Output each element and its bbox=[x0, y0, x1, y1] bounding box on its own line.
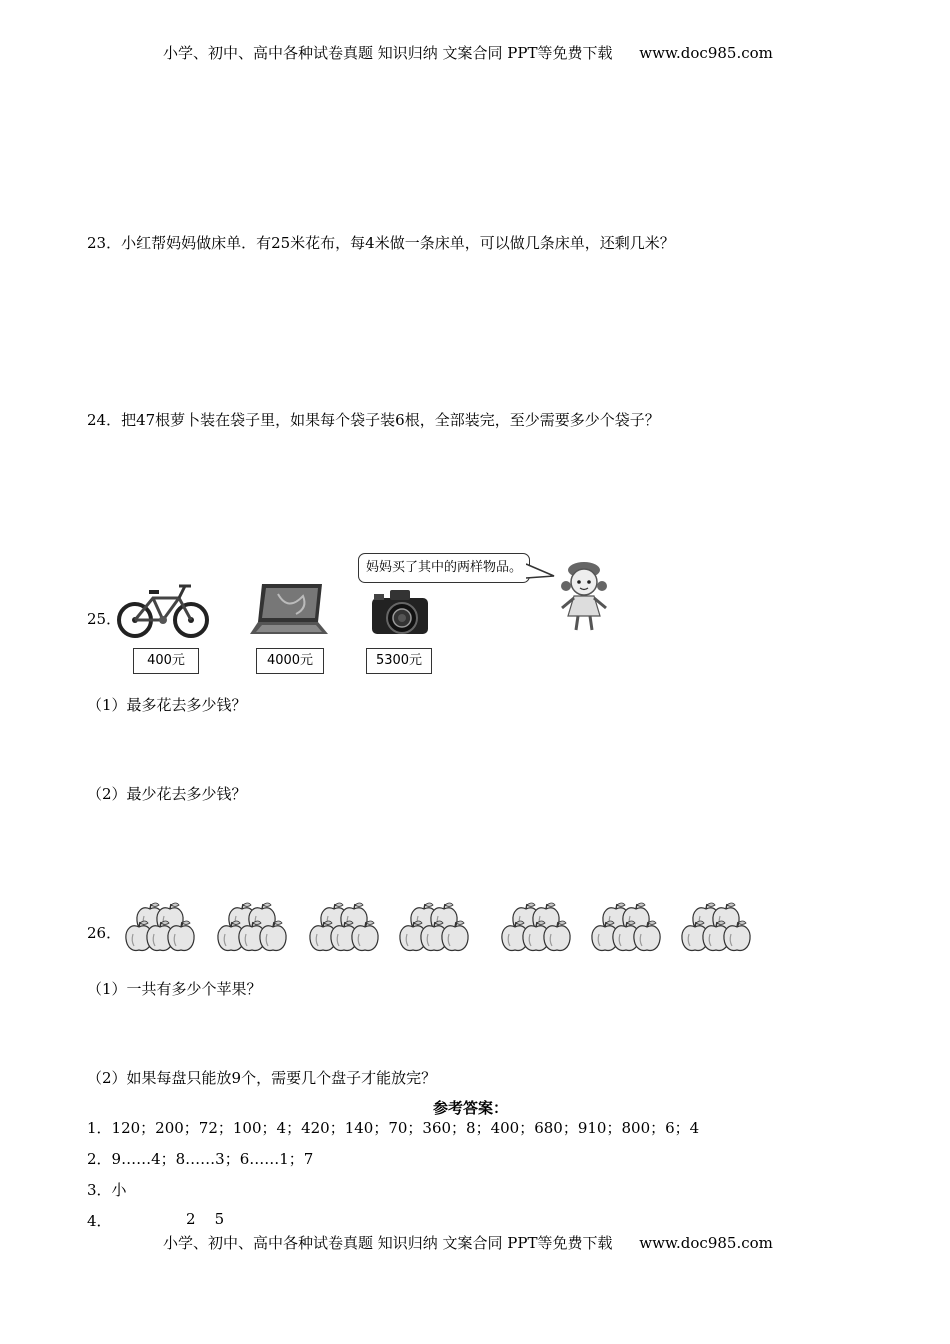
page-footer bbox=[163, 1232, 773, 1253]
answer-4-values: 2 5 bbox=[186, 1210, 225, 1228]
apple-groups bbox=[124, 900, 774, 960]
apple-pile-3 bbox=[310, 903, 378, 951]
price-camera: 5300元 bbox=[366, 648, 432, 674]
bubble-tail-icon bbox=[526, 562, 556, 586]
footer-text: 小学、初中、高中各种试卷真题 知识归纳 文案合同 PPT等免费下载 bbox=[163, 1234, 613, 1252]
girl-image bbox=[556, 560, 612, 634]
answer-3: 3．小 bbox=[87, 1181, 127, 1199]
bicycle-image bbox=[115, 578, 213, 640]
answer-2: 2．9……4；8……3；6……1；7 bbox=[87, 1150, 314, 1168]
apple-pile-2 bbox=[218, 903, 286, 951]
question-26-sub1: （1）一共有多少个苹果？ bbox=[87, 980, 262, 998]
speech-bubble: 妈妈买了其中的两样物品。 bbox=[358, 553, 530, 583]
camera-image bbox=[368, 586, 432, 638]
answer-1: 1．120；200；72；100；4；420；140；70；360；8；400；680；910；800；6；4 bbox=[87, 1119, 700, 1137]
header-url: www.doc985.com bbox=[639, 44, 773, 62]
answers-title: 参考答案： bbox=[433, 1099, 509, 1117]
apple-pile-4 bbox=[400, 903, 468, 951]
question-24: 24．把47根萝卜装在袋子里，如果每个袋子装6根，全部装完，至少需要多少个袋子？ bbox=[87, 411, 660, 429]
question-25-sub2: （2）最少花去多少钱？ bbox=[87, 785, 247, 803]
question-25-sub1: （1）最多花去多少钱？ bbox=[87, 696, 247, 714]
footer-url: www.doc985.com bbox=[639, 1234, 773, 1252]
price-bicycle: 400元 bbox=[133, 648, 199, 674]
question-26-number: 26． bbox=[87, 924, 122, 942]
question-25-number: 25． bbox=[87, 610, 122, 628]
question-23: 23．小红帮妈妈做床单．有25米花布，每4米做一条床单，可以做几条床单，还剩几米？ bbox=[87, 234, 675, 252]
laptop-image bbox=[248, 582, 330, 638]
price-laptop: 4000元 bbox=[256, 648, 324, 674]
page-header bbox=[163, 42, 773, 63]
answer-4-number: 4． bbox=[87, 1212, 112, 1230]
apple-pile-5 bbox=[502, 903, 570, 951]
header-text: 小学、初中、高中各种试卷真题 知识归纳 文案合同 PPT等免费下载 bbox=[163, 44, 613, 62]
apple-pile-6 bbox=[592, 903, 660, 951]
question-26-sub2: （2）如果每盘只能放9个，需要几个盘子才能放完？ bbox=[87, 1069, 437, 1087]
apple-pile-1 bbox=[126, 903, 194, 951]
apple-pile-7 bbox=[682, 903, 750, 951]
